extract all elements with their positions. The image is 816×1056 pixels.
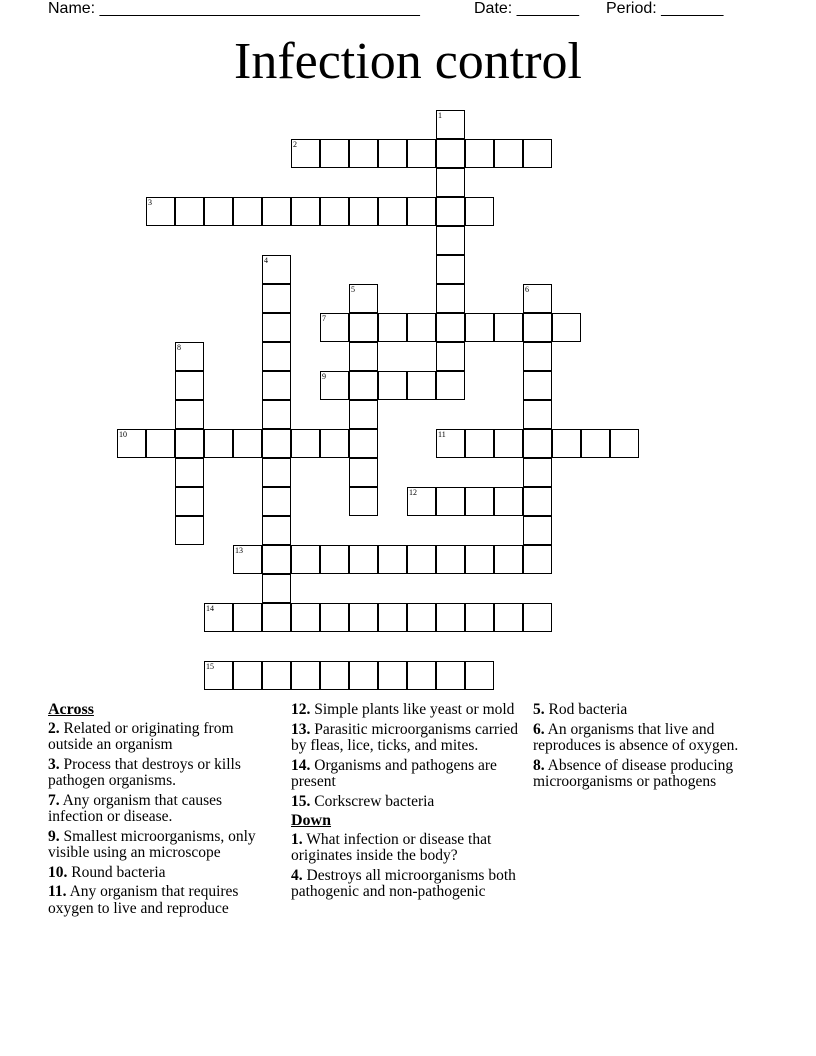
grid-cell[interactable] bbox=[175, 429, 204, 458]
clues-column-2 bbox=[291, 702, 526, 904]
grid-cell[interactable] bbox=[262, 313, 291, 342]
grid-cell[interactable] bbox=[291, 197, 320, 226]
grid-cell[interactable] bbox=[523, 284, 552, 313]
grid-cell[interactable] bbox=[233, 545, 262, 574]
clue-number: 4 bbox=[264, 256, 268, 265]
grid-cell[interactable] bbox=[378, 139, 407, 168]
clue-number: 6 bbox=[525, 285, 529, 294]
grid-cell[interactable] bbox=[204, 603, 233, 632]
grid-cell[interactable] bbox=[117, 429, 146, 458]
clue-across-11: 11. Any organism that requires oxygen to live and reproduce bbox=[48, 883, 239, 917]
clue-across-7: 7. Any organism that causes infection or disease. bbox=[48, 791, 223, 825]
grid-cell[interactable] bbox=[436, 197, 465, 226]
grid-cell[interactable] bbox=[581, 429, 610, 458]
grid-cell[interactable] bbox=[494, 545, 523, 574]
grid-cell[interactable] bbox=[233, 429, 262, 458]
clue-across-2: 2. Related or originating from outside an organism bbox=[48, 719, 234, 753]
clues-column-1 bbox=[48, 702, 273, 920]
grid-cell[interactable] bbox=[262, 603, 291, 632]
grid-cell[interactable] bbox=[378, 603, 407, 632]
grid-cell[interactable] bbox=[378, 313, 407, 342]
grid-cell[interactable] bbox=[349, 545, 378, 574]
clue-across-13: 13. Parasitic microorganisms carried by fleas, lice, ticks, and mites. bbox=[291, 720, 518, 754]
grid-cell[interactable] bbox=[378, 545, 407, 574]
clue-number: 15 bbox=[206, 662, 214, 671]
grid-cell[interactable] bbox=[262, 516, 291, 545]
grid-cell[interactable] bbox=[262, 197, 291, 226]
grid-cell[interactable] bbox=[378, 661, 407, 690]
grid-cell[interactable] bbox=[523, 545, 552, 574]
grid-cell[interactable] bbox=[262, 255, 291, 284]
grid-cell[interactable] bbox=[465, 197, 494, 226]
clue-number: 10 bbox=[119, 430, 127, 439]
grid-cell[interactable] bbox=[291, 139, 320, 168]
grid-cell[interactable] bbox=[436, 168, 465, 197]
grid-cell[interactable] bbox=[349, 400, 378, 429]
grid-cell[interactable] bbox=[407, 139, 436, 168]
grid-cell[interactable] bbox=[262, 342, 291, 371]
grid-cell[interactable] bbox=[465, 487, 494, 516]
grid-cell[interactable] bbox=[349, 313, 378, 342]
grid-cell[interactable] bbox=[494, 603, 523, 632]
grid-cell[interactable] bbox=[320, 603, 349, 632]
grid-cell[interactable] bbox=[523, 487, 552, 516]
grid-cell[interactable] bbox=[349, 487, 378, 516]
grid-cell[interactable] bbox=[175, 487, 204, 516]
grid-cell[interactable] bbox=[378, 197, 407, 226]
grid-cell[interactable] bbox=[349, 284, 378, 313]
grid-cell[interactable] bbox=[262, 661, 291, 690]
clue-number: 1 bbox=[438, 111, 442, 120]
grid-cell[interactable] bbox=[262, 429, 291, 458]
grid-cell[interactable] bbox=[494, 487, 523, 516]
grid-cell[interactable] bbox=[523, 458, 552, 487]
grid-cell[interactable] bbox=[291, 545, 320, 574]
grid-cell[interactable] bbox=[204, 429, 233, 458]
grid-cell[interactable] bbox=[436, 661, 465, 690]
grid-cell[interactable] bbox=[407, 313, 436, 342]
grid-cell[interactable] bbox=[204, 197, 233, 226]
grid-cell[interactable] bbox=[291, 603, 320, 632]
grid-cell[interactable] bbox=[523, 400, 552, 429]
grid-cell[interactable] bbox=[436, 255, 465, 284]
grid-cell[interactable] bbox=[262, 371, 291, 400]
grid-cell[interactable] bbox=[204, 661, 233, 690]
grid-cell[interactable] bbox=[523, 313, 552, 342]
page-title: Infection control bbox=[234, 33, 582, 90]
clue-number: 14 bbox=[206, 604, 214, 613]
grid-cell[interactable] bbox=[465, 313, 494, 342]
clue-number: 7 bbox=[322, 314, 326, 323]
grid-cell[interactable] bbox=[465, 661, 494, 690]
clue-number: 11 bbox=[438, 430, 446, 439]
grid-cell[interactable] bbox=[349, 661, 378, 690]
grid-cell[interactable] bbox=[523, 516, 552, 545]
clue-across-3: 3. Process that destroys or kills pathogen organisms. bbox=[48, 755, 241, 789]
clue-down-8: 8. Absence of disease producing microorganisms or pathogens bbox=[533, 756, 734, 790]
grid-cell[interactable] bbox=[320, 661, 349, 690]
grid-cell[interactable] bbox=[262, 400, 291, 429]
grid-cell[interactable] bbox=[436, 371, 465, 400]
grid-cell[interactable] bbox=[262, 545, 291, 574]
clues-column-3 bbox=[533, 702, 758, 794]
grid-cell[interactable] bbox=[320, 313, 349, 342]
grid-cell[interactable] bbox=[436, 284, 465, 313]
grid-cell[interactable] bbox=[436, 342, 465, 371]
clue-down-6: 6. An organisms that live and reproduces is absence of oxygen. bbox=[533, 720, 739, 754]
period-field[interactable]: Period: _______ bbox=[606, 0, 724, 17]
grid-cell[interactable] bbox=[436, 487, 465, 516]
grid-cell[interactable] bbox=[494, 313, 523, 342]
grid-cell[interactable] bbox=[175, 342, 204, 371]
grid-cell[interactable] bbox=[465, 603, 494, 632]
grid-cell[interactable] bbox=[436, 139, 465, 168]
grid-cell[interactable] bbox=[320, 139, 349, 168]
clue-across-9: 9. Smallest microorganisms, only visible using an microscope bbox=[48, 827, 256, 861]
grid-cell[interactable] bbox=[262, 284, 291, 313]
grid-cell[interactable] bbox=[320, 545, 349, 574]
grid-cell[interactable] bbox=[349, 603, 378, 632]
grid-cell[interactable] bbox=[320, 197, 349, 226]
grid-cell[interactable] bbox=[523, 429, 552, 458]
clue-down-1: 1. What infection or disease that originates inside the body? bbox=[291, 830, 492, 864]
grid-cell[interactable] bbox=[320, 429, 349, 458]
grid-cell[interactable] bbox=[610, 429, 639, 458]
grid-cell[interactable] bbox=[407, 661, 436, 690]
grid-cell[interactable] bbox=[465, 545, 494, 574]
grid-cell[interactable] bbox=[378, 371, 407, 400]
grid-cell[interactable] bbox=[349, 371, 378, 400]
date-field[interactable]: Date: _______ bbox=[474, 0, 579, 17]
grid-cell[interactable] bbox=[552, 429, 581, 458]
clue-across-12: 12. Simple plants like yeast or mold bbox=[291, 701, 515, 718]
grid-cell[interactable] bbox=[262, 458, 291, 487]
clue-across-14: 14. Organisms and pathogens are present bbox=[291, 756, 497, 790]
grid-cell[interactable] bbox=[175, 197, 204, 226]
clue-number: 5 bbox=[351, 285, 355, 294]
grid-cell[interactable] bbox=[233, 197, 262, 226]
grid-cell[interactable] bbox=[465, 429, 494, 458]
clue-across-10: 10. Round bacteria bbox=[48, 863, 166, 881]
grid-cell[interactable] bbox=[523, 603, 552, 632]
grid-cell[interactable] bbox=[436, 545, 465, 574]
grid-cell[interactable] bbox=[349, 429, 378, 458]
grid-cell[interactable] bbox=[175, 516, 204, 545]
grid-cell[interactable] bbox=[436, 603, 465, 632]
grid-cell[interactable] bbox=[465, 139, 494, 168]
grid-cell[interactable] bbox=[233, 603, 262, 632]
grid-cell[interactable] bbox=[262, 487, 291, 516]
grid-cell[interactable] bbox=[349, 139, 378, 168]
across-heading: Across bbox=[48, 701, 94, 718]
grid-cell[interactable] bbox=[175, 458, 204, 487]
grid-cell[interactable] bbox=[262, 574, 291, 603]
grid-cell[interactable] bbox=[494, 139, 523, 168]
grid-cell[interactable] bbox=[523, 371, 552, 400]
grid-cell[interactable] bbox=[523, 342, 552, 371]
clue-down-5: 5. Rod bacteria bbox=[533, 701, 628, 718]
grid-cell[interactable] bbox=[146, 429, 175, 458]
grid-cell[interactable] bbox=[407, 545, 436, 574]
clue-number: 9 bbox=[322, 372, 326, 381]
name-field[interactable]: Name: ____________________________________ bbox=[48, 0, 420, 17]
grid-cell[interactable] bbox=[436, 429, 465, 458]
grid-cell[interactable] bbox=[523, 139, 552, 168]
grid-cell[interactable] bbox=[349, 197, 378, 226]
clue-number: 3 bbox=[148, 198, 152, 207]
grid-cell[interactable] bbox=[320, 371, 349, 400]
grid-cell[interactable] bbox=[291, 661, 320, 690]
grid-cell[interactable] bbox=[349, 458, 378, 487]
clue-number: 8 bbox=[177, 343, 181, 352]
clue-across-15: 15. Corkscrew bacteria bbox=[291, 792, 435, 810]
grid-cell[interactable] bbox=[552, 313, 581, 342]
grid-cell[interactable] bbox=[291, 429, 320, 458]
clue-number: 13 bbox=[235, 546, 243, 555]
clue-down-4: 4. Destroys all microorganisms both pathogenic and non-pathogenic bbox=[291, 866, 516, 900]
clue-number: 12 bbox=[409, 488, 417, 497]
grid-cell[interactable] bbox=[175, 400, 204, 429]
grid-cell[interactable] bbox=[146, 197, 175, 226]
down-heading: Down bbox=[291, 812, 332, 829]
grid-cell[interactable] bbox=[407, 371, 436, 400]
grid-cell[interactable] bbox=[494, 429, 523, 458]
clue-number: 2 bbox=[293, 140, 297, 149]
grid-cell[interactable] bbox=[407, 603, 436, 632]
grid-cell[interactable] bbox=[436, 313, 465, 342]
grid-cell[interactable] bbox=[436, 110, 465, 139]
grid-cell[interactable] bbox=[407, 197, 436, 226]
grid-cell[interactable] bbox=[349, 342, 378, 371]
grid-cell[interactable] bbox=[407, 487, 436, 516]
grid-cell[interactable] bbox=[233, 661, 262, 690]
grid-cell[interactable] bbox=[175, 371, 204, 400]
grid-cell[interactable] bbox=[436, 226, 465, 255]
